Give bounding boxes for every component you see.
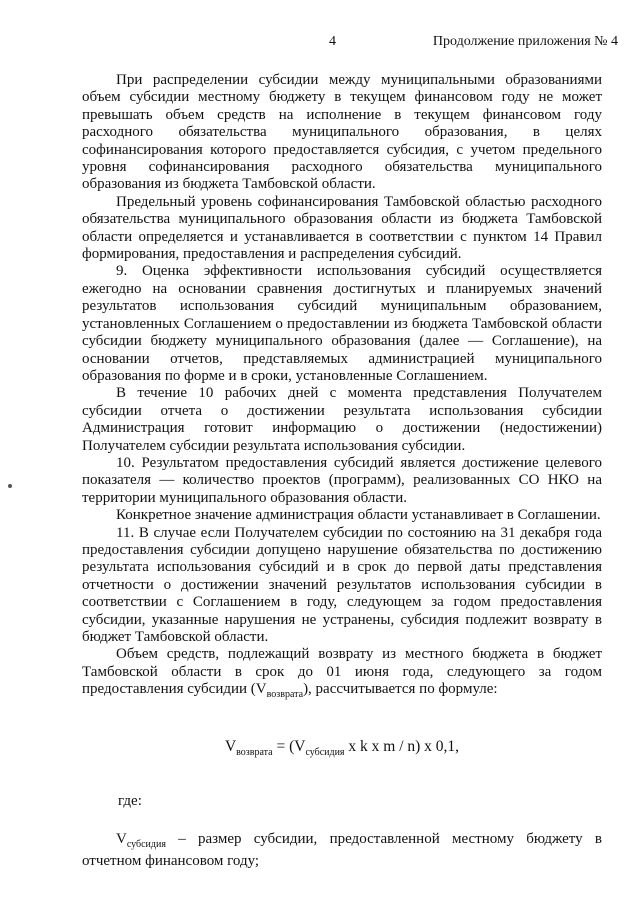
scan-mark <box>8 484 12 488</box>
appendix-label: Продолжение приложения № 4 <box>432 34 618 49</box>
return-formula: $V_{возврата} = (V_{субсидия}$ x k x m / n) x 0,1, <box>224 737 460 758</box>
paragraph-9-efficiency: 9. Оценка эффективности использования субсидий осуществляется ежегодно на основании сравнения достигнутых и планируемых значений результатов использования субсидий муниципальным образованием, установленных Соглашением о предоставлении из бюджета Тамбовской области субсидии бюджету муниципального образования (далее — Соглашение), на основании отчетов, представляемых администрацией муниципального образования по форме и в сроки, установленные Соглашением. <box>82 263 602 384</box>
page-number: 4 <box>329 34 336 49</box>
paragraph-subsidy-distribution: При распределении субсидии между муниципальными образованиями объем субсидии местному бюджету в текущем финансовом году не может превышать объем средств на исполнение в текущем финансовом году расходного обязательства муниципального образования, в целях софинансирования которого предоставляется субсидия, с учетом предельного уровня софинансирования расходного обязательства муниципального образования из бюджета Тамбовской области. <box>82 72 602 193</box>
document-body <box>82 72 602 885</box>
paragraph-return-volume: Объем средств, подлежащий возврату из местного бюджета в бюджет Тамбовской области в срок до 01 июня года, следующего за годом предоставления субсидии $(V_{возврата})$, рассчитывается по формуле: <box>82 646 602 701</box>
paragraph-11-violation: 11. В случае если Получателем субсидии по состоянию на 31 декабря года предоставления субсидии допущено нарушение обязательства по достижению результата использования субсидий и в срок до первой даты представления отчетности о достижении значений результатов использования субсидии в соответствии с Соглашением в году, следующем за годом предоставления субсидии, указанные нарушения не устранены, субсидия подлежит возврату в бюджет Тамбовской области. <box>82 524 602 645</box>
paragraph-cofinancing-limit: Предельный уровень софинансирования Тамбовской областью расходного обязательства муниципального образования области из бюджета Тамбовской области определяется и устанавливается в соответствии с пунктом 14 Правил формирования, предоставления и распределения субсидий. <box>82 193 602 263</box>
paragraph-report-review: В течение 10 рабочих дней с момента представления Получателем субсидии отчета о достижении результата использования субсидии Администрация готовит информацию о достижении (недостижении) Получателем субсидии результата использования субсидии. <box>82 385 602 454</box>
paragraph-10-result: 10. Результатом предоставления субсидий является достижение целевого показателя — количество проектов (программ), реализованных СО НКО на территории муниципального образования области. <box>82 454 602 506</box>
paragraph-agreement-value: Конкретное значение администрация области устанавливает в Соглашении. <box>116 507 601 524</box>
definition-v-subsidy: $V_{субсидия}$ – размер субсидии, предоставленной местному бюджету в отчетном финансовом году; <box>82 830 602 869</box>
where-label: где: <box>118 793 142 810</box>
